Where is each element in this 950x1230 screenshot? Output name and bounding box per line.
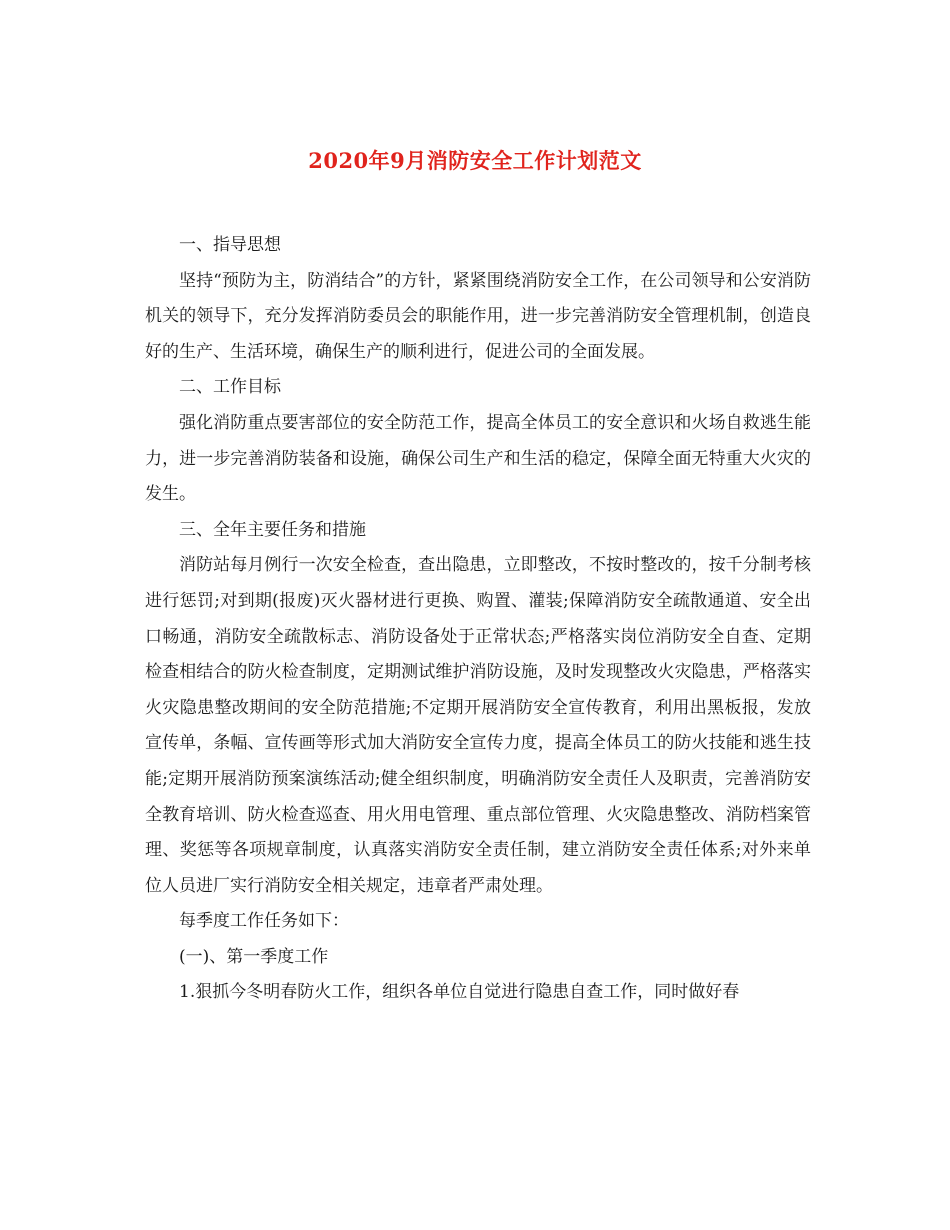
paragraph-first-quarter-item-1: 1.狠抓今冬明春防火工作，组织各单位自觉进行隐患自查工作，同时做好春 [179, 982, 740, 1003]
paragraph-guiding-ideology: 坚持“预防为主，防消结合”的方针，紧紧围绕消防安全工作，在公司领导和公安消防机关的领导下，充分发挥消防委员会的职能作用，进一步完善消防安全管理机制，创造良好的生产、生活环境，确保生产的顺利进行，促进公司的全面发展。 [145, 270, 811, 362]
quarterly-tasks-intro: 每季度工作任务如下： [179, 911, 349, 932]
section-heading-annual-tasks: 三、全年主要任务和措施 [179, 519, 366, 540]
document-title: 2020年9月消防安全工作计划范文 [308, 148, 642, 173]
document-body [145, 228, 811, 1011]
section-heading-first-quarter: (一)、第一季度工作 [179, 946, 329, 967]
section-heading-work-goals: 二、工作目标 [179, 377, 281, 398]
paragraph-annual-tasks: 消防站每月例行一次安全检查，查出隐患，立即整改，不按时整改的，按千分制考核进行惩罚;对到期(报废)灭火器材进行更换、购置、灌装;保障消防安全疏散通道、安全出口畅通，消防安全疏散标志、消防设备处于正常状态;严格落实岗位消防安全自查、定期检查相结合的防火检查制度，定期测试维护消防设施，及时发现整改火灾隐患，严格落实火灾隐患整改期间的安全防范措施;不定期开展消防安全宣传教育，利用出黑板报，发放宣传单，条幅、宣传画等形式加大消防安全宣传力度，提高全体员工的防火技能和逃生技能;定期开展消防预案演练活动;健全组织制度，明确消防安全责任人及职责，完善消防安全教育培训、防火检查巡查、用火用电管理、重点部位管理、火灾隐患整改、消防档案管理、奖惩等各项规章制度，认真落实消防安全责任制，建立消防安全责任体系;对外来单位人员进厂实行消防安全相关规定，违章者严肃处理。 [145, 555, 811, 896]
paragraph-work-goals: 强化消防重点要害部位的安全防范工作，提高全体员工的安全意识和火场自救逃生能力，进一步完善消防装备和设施，确保公司生产和生活的稳定，保障全面无特重大火灾的发生。 [145, 412, 811, 505]
section-heading-guiding-ideology: 一、指导思想 [179, 235, 281, 255]
